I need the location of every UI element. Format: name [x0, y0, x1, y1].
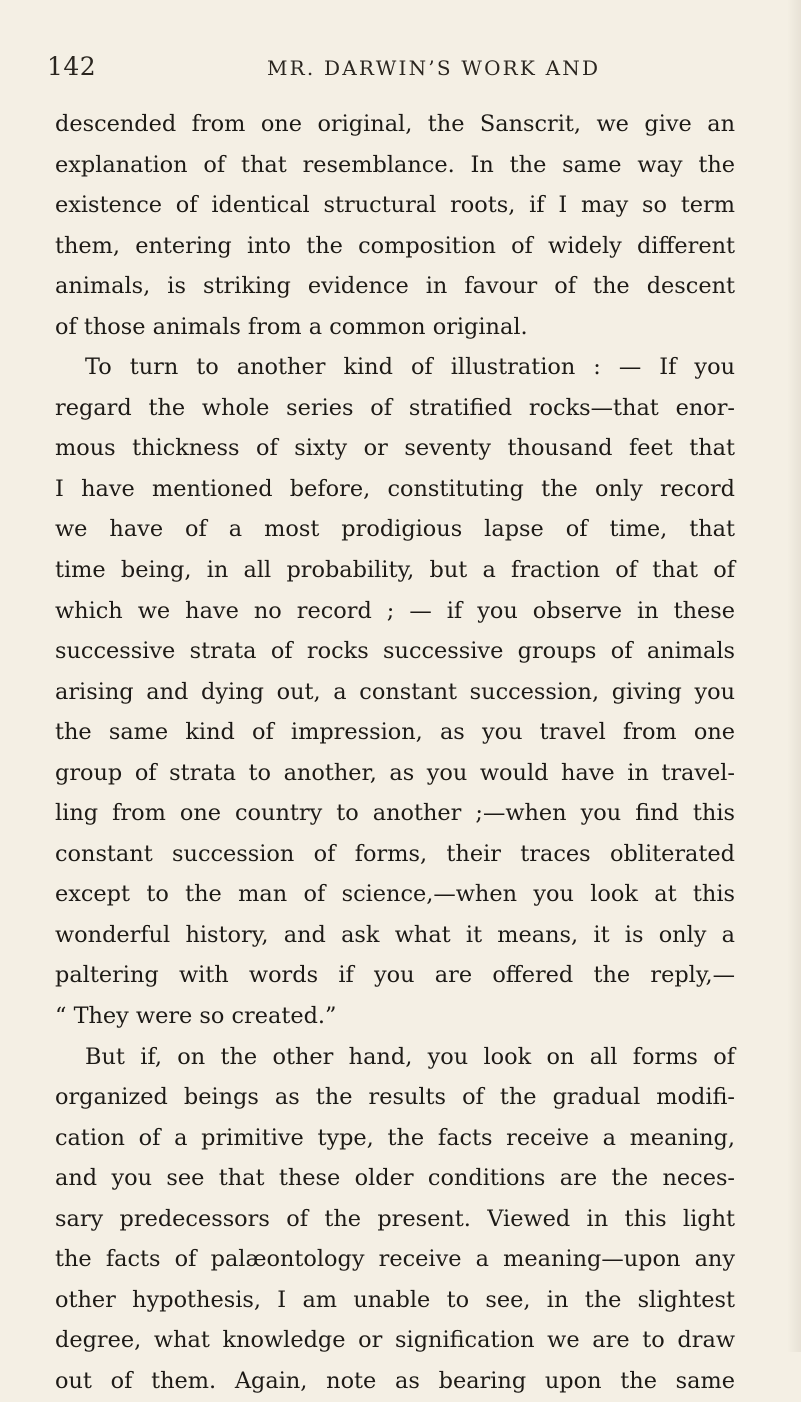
text-line: cation of a primitive type, the facts receive a meaning,	[55, 1124, 735, 1151]
text-line: regard the whole series of stratified rocks—that enor-	[55, 394, 735, 421]
text-line: and you see that these older conditions are the neces-	[55, 1165, 735, 1192]
text-line: degree, what knowledge or signification we are to draw	[55, 1327, 735, 1354]
text-line: animals, is striking evidence in favour of the descent	[55, 273, 735, 300]
text-line: I have mentioned before, constituting the only record	[55, 475, 735, 502]
running-head: MR. DARWIN’S WORK AND	[267, 56, 601, 80]
page-edge-shadow	[787, 0, 801, 1352]
body-text	[55, 104, 735, 1402]
text-line: sary predecessors of the present. Viewed in this light	[55, 1205, 735, 1232]
text-line: organized beings as the results of the gradual modifi-	[55, 1084, 735, 1111]
text-line: except to the man of science,—when you look at this	[55, 881, 735, 908]
text-line: ling from one country to another ;—when you find this	[55, 800, 735, 827]
text-line: constant succession of forms, their traces obliterated	[55, 840, 735, 867]
text-line: time being, in all probability, but a fraction of that of	[55, 557, 735, 584]
text-line: existence of identical structural roots, if I may so term	[55, 192, 735, 219]
text-line: which we have no record ; — if you observe in these	[55, 597, 735, 624]
text-line: of those animals from a common original.	[55, 313, 528, 340]
text-line: paltering with words if you are offered the reply,—	[55, 962, 735, 989]
text-line: we have of a most prodigious lapse of time, that	[55, 516, 735, 543]
text-line: successive strata of rocks successive groups of animals	[55, 638, 735, 665]
text-line: “ They were so created.”	[55, 1003, 337, 1030]
text-line: But if, on the other hand, you look on all forms of	[85, 1043, 735, 1070]
text-line: mous thickness of sixty or seventy thousand feet that	[55, 435, 735, 462]
text-line: out of them. Again, note as bearing upon the same	[55, 1367, 735, 1394]
text-line: group of strata to another, as you would have in travel-	[55, 759, 735, 786]
text-line: explanation of that resemblance. In the same way the	[55, 151, 735, 178]
text-line: other hypothesis, I am unable to see, in the slightest	[55, 1286, 735, 1313]
text-line: the same kind of impression, as you travel from one	[55, 719, 735, 746]
page-number: 142	[47, 52, 97, 81]
text-line: descended from one original, the Sanscrit, we give an	[55, 111, 735, 137]
text-line: them, entering into the composition of widely different	[55, 232, 735, 259]
text-line: arising and dying out, a constant succession, giving you	[55, 678, 735, 705]
text-line: wonderful history, and ask what it means, it is only a	[55, 921, 735, 948]
text-line: To turn to another kind of illustration : — If you	[85, 354, 735, 381]
text-line: the facts of palæontology receive a meaning—upon any	[55, 1246, 735, 1273]
